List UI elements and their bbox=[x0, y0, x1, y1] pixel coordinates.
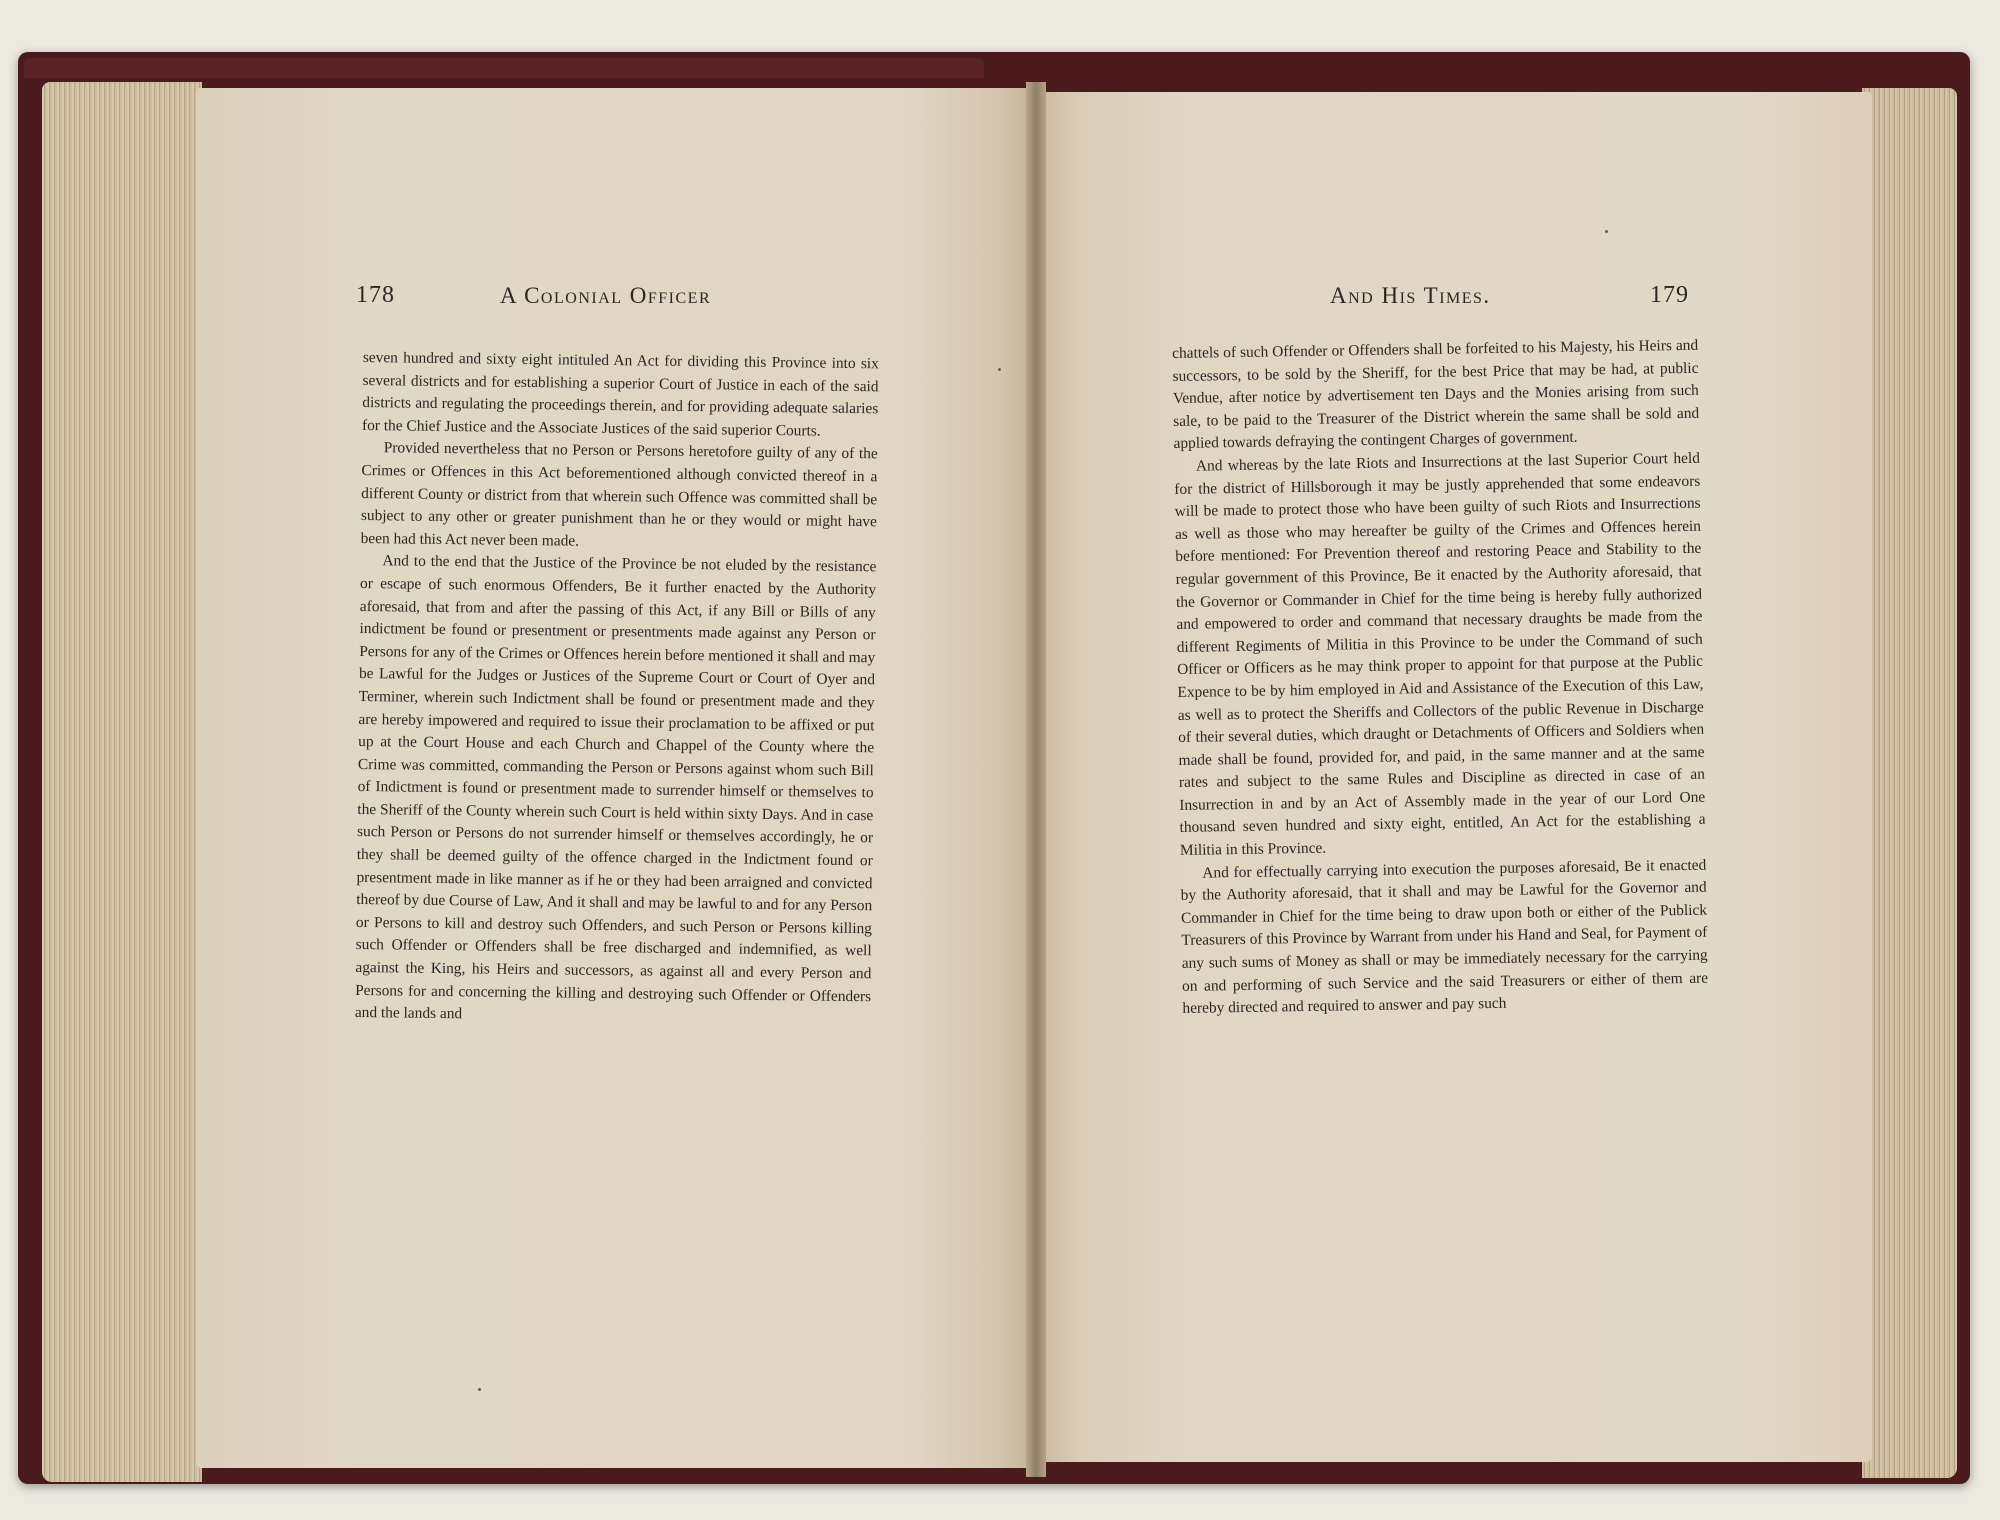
left-running-head: A Colonial Officer bbox=[500, 283, 712, 308]
cover-ridge bbox=[24, 58, 984, 78]
left-page-text bbox=[355, 347, 879, 1031]
right-page-number: 179 bbox=[1650, 282, 1689, 308]
paragraph: And whereas by the late Riots and Insurrections at the last Superior Court held for the district of Hillsborough it may be justly apprehended that some endeavors will be made to protect those who have been guilty of such Riots and Insurrections as well as those who may hereafter be guilty of the Crimes and Offences herein before mentioned: For Prevention thereof and restoring Peace and Stability to the regular government of this Province, Be it enacted by the Authority aforesaid, that the Governor or Commander in Chief for the time being is hereby fully authorized and empowered to order and command that necessary draughts be made from the different Regiments of Militia in this Province to be under the Command of such Officer or Officers as he may think proper to appoint for that purpose at the Public Expence to be by him employed in Aid and Assistance of the Execution of this Law, as well as to protect the Sheriffs and Collectors of the public Revenue in Discharge of their several duties, which draught or Detachments of Officers and Soldiers when made shall be found, provided for, and paid, in the same manner and at the same rates and subject to the same Rules and Discipline as directed in case of an Insurrection in and by an Act of Assembly made in the year of our Lord One thousand seven hundred and sixty eight, entitled, An Act for the establishing a Militia in this Province. bbox=[1174, 449, 1706, 859]
paragraph: And to the end that the Justice of the Province be not eluded by the resistance or escape of such enormous Offenders, Be it further enacted by the Authority aforesaid, that from and after the passing of this Act, if any Bill or Bills of any indictment be found or presentment or presentments made against any Person or Persons for any of the Crimes or Offences herein before mentioned it shall and may be Lawful for the Judges or Justices of the Supreme Court or Court of Oyer and Terminer, wherein such Indictment shall be found or presentment made and they are hereby impowered and required to issue their proclamation to be affixed or put up at the Court House and each Church and Chappel of the County where the Crime was committed, commanding the Person or Persons against whom such Bill of Indictment is found or presentment made to surrender himself or themselves to the Sheriff of the County wherein such Court is held within sixty Days. And in case such Person or Persons do not surrender himself or themselves accordingly, he or they shall be deemed guilty of the offence charged in the Indictment found or presentment made in like manner as if he or they had been arraigned and convicted thereof by due Course of Law, And it shall and may be lawful to and for any Person or Persons to kill and destroy such Offenders, and such Person or Persons killing such Offender or Offenders shall be free discharged and indemnified, as well against the King, his Heirs and successors, as against all and every Person and Persons for and concerning the killing and destroying such Offender or Offenders and the lands and bbox=[354, 552, 877, 1023]
page-edges-left bbox=[42, 82, 202, 1482]
book-gutter bbox=[1026, 82, 1046, 1477]
page-speck bbox=[998, 368, 1001, 371]
right-page-text bbox=[1172, 335, 1709, 1021]
right-running-head: And His Times. bbox=[1330, 283, 1491, 308]
paragraph: chattels of such Offender or Offenders shall be forfeited to his Majesty, his Heirs and successors, to be sold by the Sheriff, for the best Price that may be had, at public Vendue, after notice by advertisement ten Days and the Monies arising from such sale, to be paid to the Treasurer of the District wherein the same shall be sold and applied towards defraying the contingent Charges of government. bbox=[1172, 336, 1700, 453]
paragraph: seven hundred and sixty eight intituled An Act for dividing this Province into six several districts and for establishing a superior Court of Justice in each of the said districts and regulating the proceedings therein, and for providing adequate salaries for the Chief Justice and the Associate Justices of the said superior Courts. bbox=[361, 348, 879, 440]
paragraph: Provided nevertheless that no Person or Persons heretofore guilty of any of the Crimes or Offences in this Act beforementioned although convicted thereof in a different County or district from that wherein such Offence was committed shall be subject to any other or greater punishment than he or they would or might have been had this Act never been made. bbox=[360, 439, 878, 550]
left-page-number: 178 bbox=[356, 282, 395, 308]
paragraph: And for effectually carrying into execution the purposes aforesaid, Be it enacted by the Authority aforesaid, that it shall and may be Lawful for the Governor and Commander in Chief for the time being to draw upon both or either of the Publick Treasurers of this Province by Warrant from under his Hand and Seal, for Payment of any such sums of Money as shall or may be immediately necessary for the carrying on and performing of such Service and the said Treasurers or either of them are hereby directed and required to answer and pay such bbox=[1180, 856, 1709, 1018]
page-speck bbox=[1605, 230, 1608, 233]
page-speck bbox=[478, 1388, 481, 1391]
page-edges-right bbox=[1862, 88, 1957, 1478]
